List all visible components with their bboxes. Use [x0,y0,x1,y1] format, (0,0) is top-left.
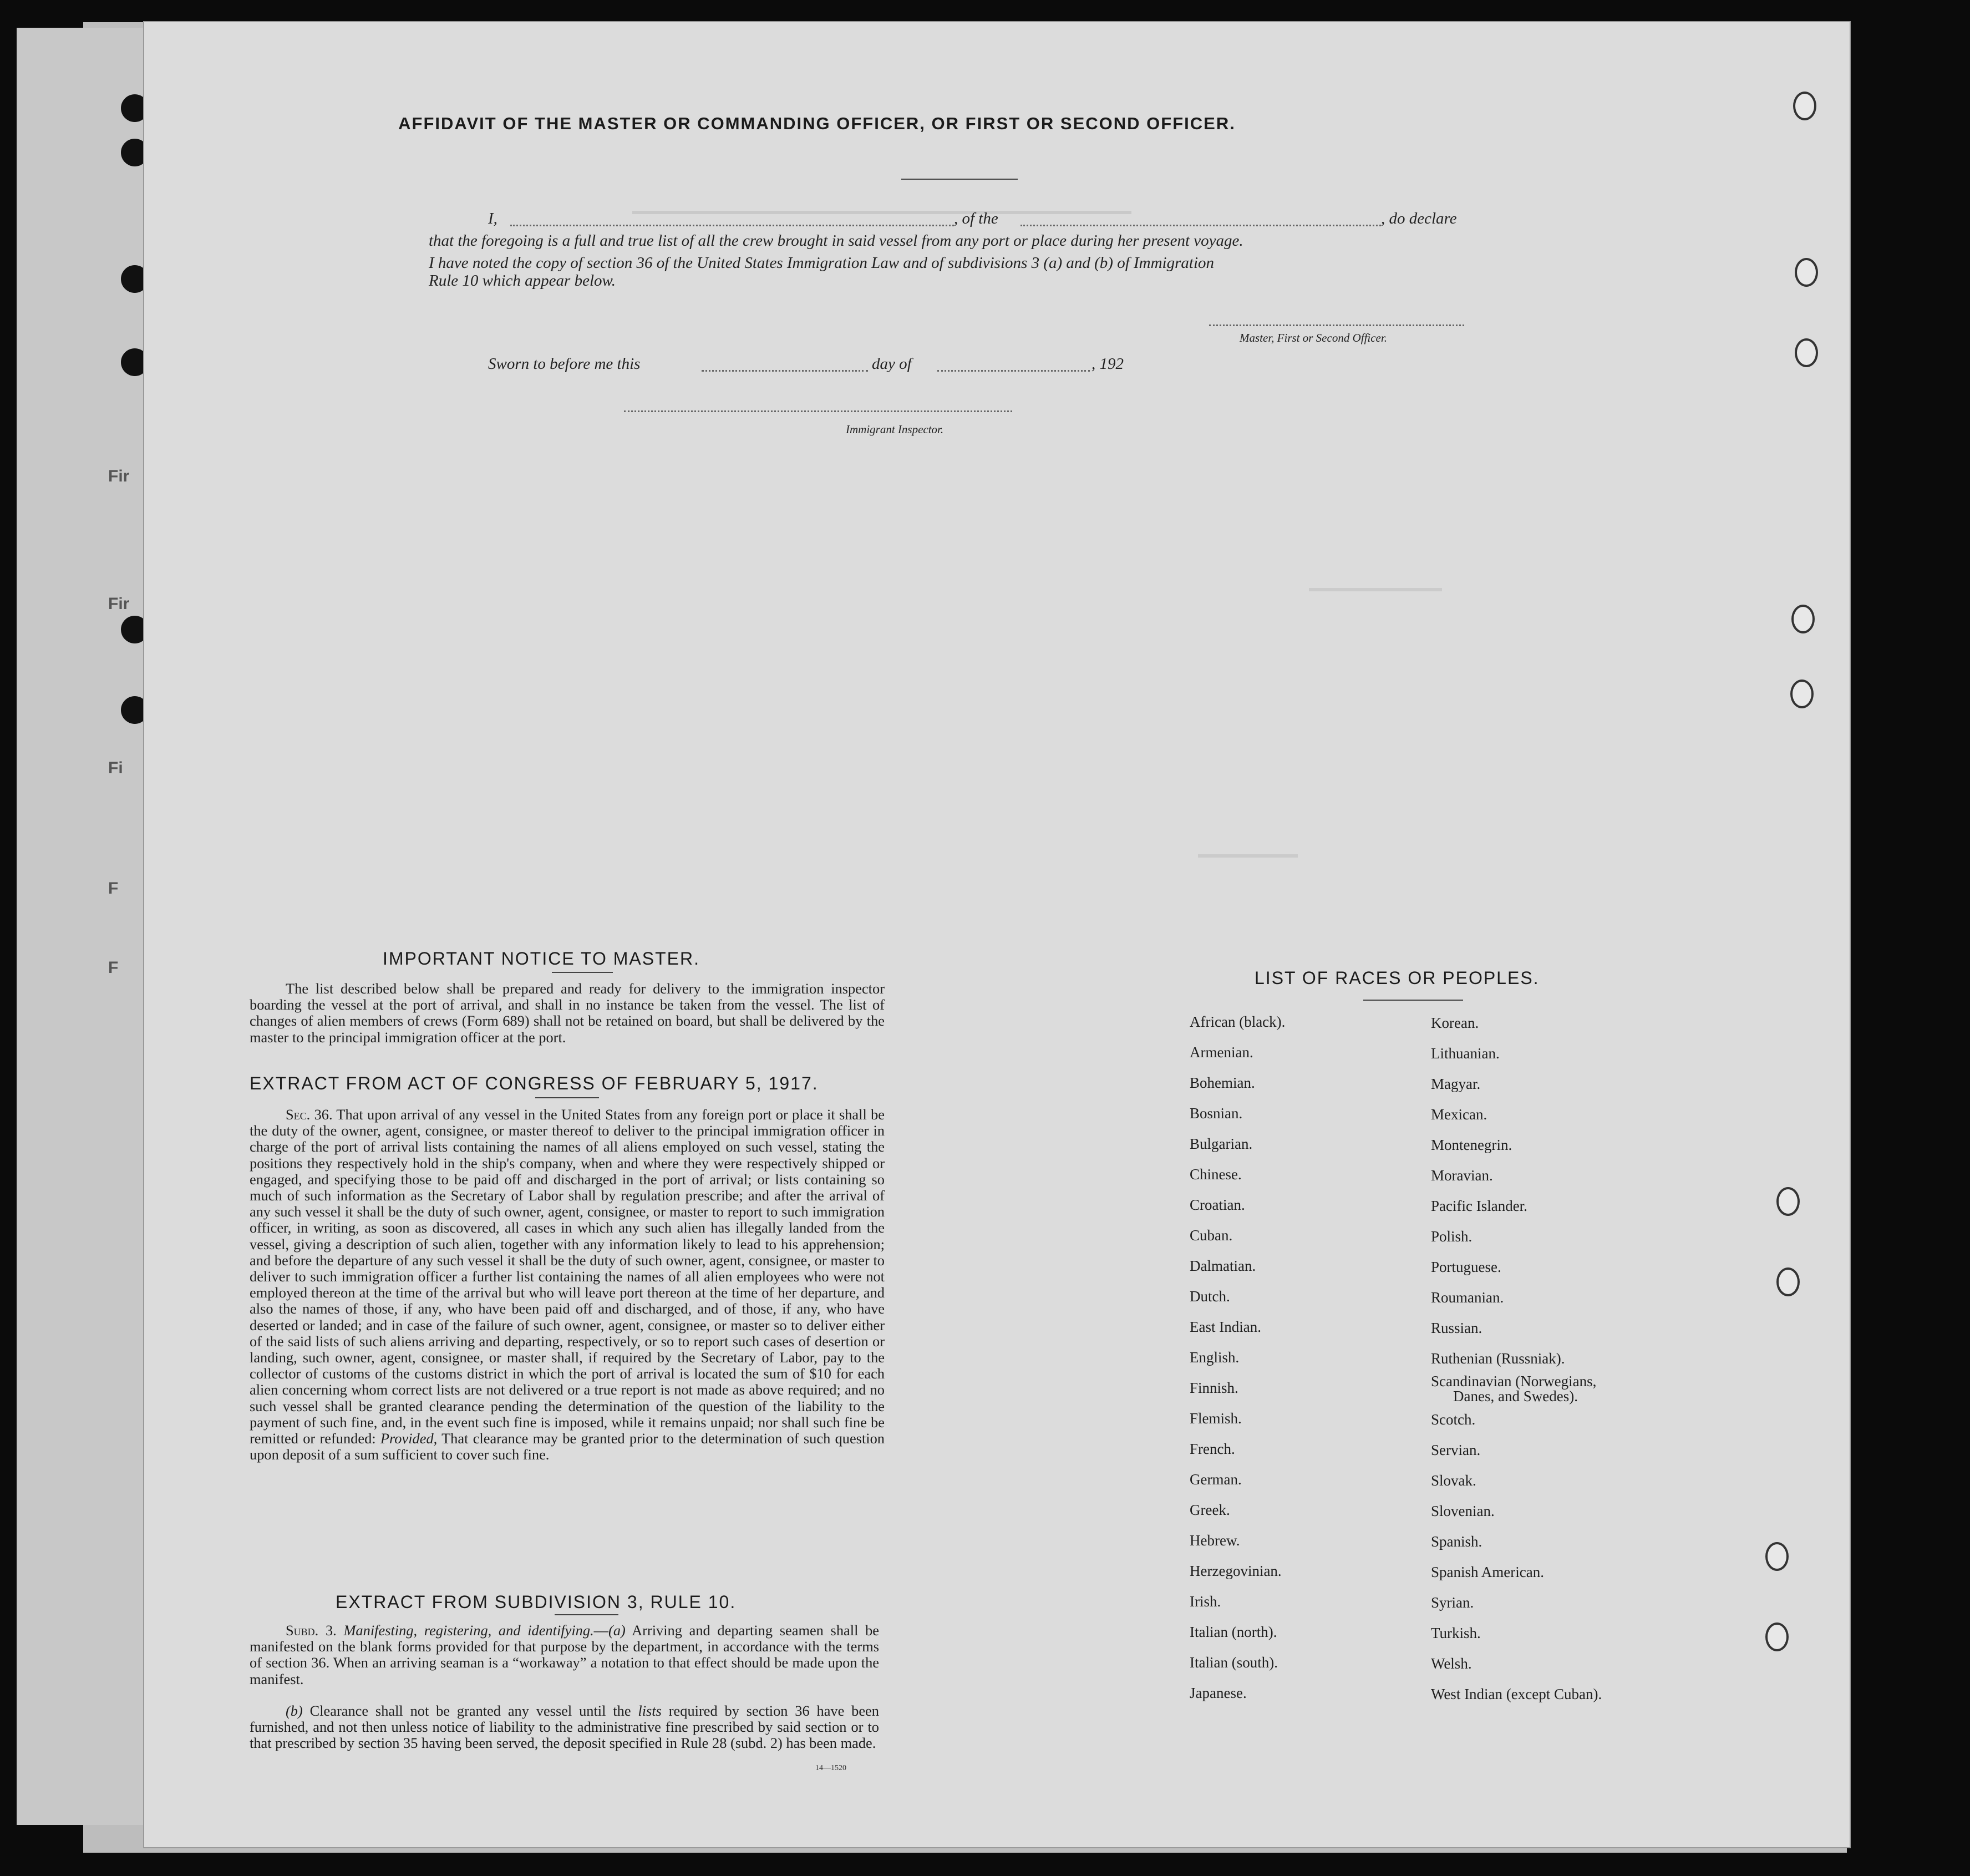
sworn-month-field[interactable] [937,370,1090,372]
race-item: Moravian. [1431,1167,1493,1184]
officer-signature-field[interactable] [1209,325,1464,326]
bleed-through-mark [1198,854,1298,858]
subdivision-a-text: Subd. 3. Manifesting, registering, and identifying.—(a) Arriving and departing seamen shall be manifested on the blank forms provided for that purpose by the department, in accordance with the terms of section 36. When an arriving seaman is a “workaway” a notation to that effect should be made upon the manifest. [250,1622,879,1687]
race-item: Hebrew. [1190,1532,1240,1549]
section-label: Sec. 36. [286,1106,333,1123]
races-left-column [1190,1007,1285,1708]
punch-hole [1795,258,1818,287]
declaration-line-1 [488,210,497,228]
punch-hole [1793,92,1816,120]
notice-title: IMPORTANT NOTICE TO MASTER. [383,949,700,969]
declarant-prefix: I, [488,210,497,227]
race-item: Croatian. [1190,1196,1245,1213]
race-item: Chinese. [1190,1166,1242,1183]
races-right-column [1431,1008,1602,1710]
race-item: Italian (south). [1190,1654,1278,1671]
punch-hole [1776,1267,1800,1296]
act-extract-title: EXTRACT FROM ACT OF CONGRESS OF FEBRUARY 5, 1917. [250,1073,819,1093]
race-item: African (black). [1190,1013,1286,1030]
race-item-line: Scandinavian (Norwegians, [1431,1373,1597,1390]
sworn-day-label: day of [872,355,912,373]
declaration-line-2: that the foregoing is a full and true list of all the crew brought in said vessel from any port or place during her present voyage. [429,232,1243,250]
race-item: French. [1190,1441,1235,1457]
vessel-name-field[interactable] [1020,225,1381,226]
race-item-line: Danes, and Swedes). [1453,1388,1578,1405]
act-section-36-text [250,1107,885,1463]
inspector-signature-field[interactable] [624,410,1012,412]
sworn-day-field[interactable] [702,370,868,372]
race-item: Magyar. [1431,1076,1481,1092]
race-item: Bulgarian. [1190,1135,1253,1152]
subd-b-lists: lists [638,1702,662,1719]
declaration-line-3: I have noted the copy of section 36 of the United States Immigration Law and of subdivisions 3 (a) and (b) of Immigration [429,254,1215,272]
race-item: Korean. [1431,1015,1479,1031]
left-underlying-page-edge [17,28,155,1825]
race-item: Russian. [1431,1320,1482,1336]
officer-signature-label: Master, First or Second Officer. [1240,331,1387,344]
notice-title-underline [552,972,613,973]
margin-mark: F [108,959,119,977]
margin-mark: Fir [108,467,130,485]
punch-hole [1795,338,1818,367]
punch-hole [1765,1542,1789,1571]
race-item: Polish. [1431,1228,1473,1245]
declare-suffix: , do declare [1381,210,1457,227]
title-underline [901,179,1018,180]
race-item: Spanish American. [1431,1564,1544,1580]
race-item: Pacific Islander. [1431,1198,1527,1214]
race-item: East Indian. [1190,1319,1261,1335]
race-item: Flemish. [1190,1410,1242,1427]
race-item: Turkish. [1431,1625,1481,1641]
form-number: 14—1520 [815,1764,846,1772]
race-item: West Indian (except Cuban). [1431,1686,1602,1702]
subd-a-label: (a) [608,1622,626,1639]
race-item: Syrian. [1431,1594,1474,1611]
subdivision-title-underline [555,1614,618,1615]
inspector-label: Immigrant Inspector. [846,423,944,436]
race-item: Spanish. [1431,1533,1482,1550]
subd-heading: Manifesting, registering, and identifying. [343,1622,594,1639]
race-item: Servian. [1431,1442,1481,1458]
race-item: Bosnian. [1190,1105,1243,1122]
race-item: Dutch. [1190,1288,1230,1305]
subd-b-body-2: required by section 36 have been furnished, and not then unless notice of liability to the administrative fine prescribed by said section or to that prescribed by section 35 having been served, the deposit specified in Rule 28 (subd. 2) has been made. [250,1702,879,1752]
race-item: English. [1190,1349,1240,1366]
punch-hole [1765,1623,1789,1651]
race-item: Slovenian. [1431,1503,1495,1519]
declaration-line-4: Rule 10 which appear below. [429,272,616,290]
subd-b-label: (b) [286,1702,303,1719]
provided-word: Provided, [380,1430,438,1447]
subdivision-title: EXTRACT FROM SUBDIVISION 3, RULE 10. [336,1592,737,1612]
race-item: Dalmatian. [1190,1258,1256,1274]
race-item: Herzegovinian. [1190,1563,1282,1579]
bleed-through-mark [1309,588,1442,591]
race-item: Bohemian. [1190,1074,1255,1091]
races-title-underline [1363,1000,1463,1001]
race-item: Irish. [1190,1593,1221,1610]
section-text-part-1: That upon arrival of any vessel in the United States from any foreign port or place it shall be the duty of the owner, agent, consignee, or master thereof to deliver to the principal immigration officer in charge of the port of arrival lists containing the names of all aliens employed on such vessel, stating the positions they respectively hold in the ship's company, when and where they were respectively shipped or engaged, and specifying those to be paid off and discharged in the port of arrival; or lists containing so much of such information as the Secretary of Labor shall by regulation prescribe; and after the arrival of any such vessel it shall be the duty of such owner, agent, consignee, or master to report to such immigration officer, in writing, as soon as discovered, all cases in which any such alien has illegally landed from the vessel, giving a description of such alien, together with any information likely to lead to his apprehension; and before the departure of any such vessel it shall be the duty of such owner, agent, consignee, or master to deliver to such immigration officer a further list containing the names of all alien employees who were not employed thereon at the time of the arrival but who will leave port thereon at the time of her departure, and also the names of those, if any, who have been paid off and discharged, and of those, if any, who have deserted or landed; and in case of the failure of such owner, agent, consignee, or master so to deliver either of the said lists of such aliens arriving and departing, respectively, or so to report such cases of desertion or landing, such owner, agent, consignee, or master shall, if required by the Secretary of Labor, pay to the collector of customs of the customs district in which the port of arrival is located the sum of [250,1106,885,1382]
race-item: Montenegrin. [1431,1137,1512,1153]
punch-hole [1776,1187,1800,1216]
notice-text: The list described below shall be prepared and ready for delivery to the immigration inspector boarding the vessel at the port of arrival, and shall in no instance be taken from the vessel. The list of changes of alien members of crews (Form 689) shall not be retained on board, but shall be delivered by the master to the principal immigration officer at the port. [250,980,885,1046]
race-item: Portuguese. [1431,1259,1501,1275]
race-item: Lithuanian. [1431,1045,1500,1062]
races-title: LIST OF RACES OR PEOPLES. [1255,968,1540,988]
race-item: German. [1190,1471,1242,1488]
race-item: Roumanian. [1431,1289,1504,1306]
sworn-prefix: Sworn to before me this [488,355,641,373]
race-item: Finnish. [1190,1380,1238,1396]
sworn-year: , 192 [1091,355,1124,373]
race-item: Welsh. [1431,1655,1472,1672]
race-item: Slovak. [1431,1472,1476,1489]
section-text-part-3: That clearance may be granted prior to the determination of such question upon deposit of a sum sufficient to cover such fine. [250,1430,885,1463]
subd-label: Subd. 3. [286,1622,337,1639]
bleed-through-mark [632,211,1131,214]
margin-mark: Fi [108,759,123,777]
race-item-scandinavian [1431,1374,1602,1405]
punch-hole [1791,605,1815,633]
subdivision-b-text [250,1703,879,1752]
race-item: Greek. [1190,1502,1230,1518]
affidavit-title: AFFIDAVIT OF THE MASTER OR COMMANDING OFFICER, OR FIRST OR SECOND OFFICER. [398,114,1236,133]
section-text-part-2: for each alien concerning whom correct lists are not delivered or a true report is not made as above required; and no such vessel shall be granted clearance pending the determination of the question of the liability to the payment of such fine, and, in the event such fine is imposed, while it remains unpaid; nor shall such fine be remitted or refunded: [250,1365,885,1447]
punch-hole [1790,680,1814,708]
race-item: Cuban. [1190,1227,1233,1244]
race-item: Italian (north). [1190,1624,1277,1640]
race-item: Scotch. [1431,1411,1476,1428]
race-item: Japanese. [1190,1685,1247,1701]
fine-amount: $10 [809,1365,831,1382]
declarant-name-field[interactable] [510,225,954,226]
subd-a-body: Arriving and departing seamen shall be manifested on the blank forms provided for that purpose by the department, in accordance with the terms of section 36. When an arriving seaman is a “workaway” a notation to that effect should be made upon the manifest. [250,1622,879,1687]
vessel-of-the: , of the [954,210,998,227]
act-title-underline [535,1097,599,1098]
margin-mark: F [108,879,119,898]
subd-b-body-1: Clearance shall not be granted any vessel until the [309,1702,631,1719]
margin-mark: Fir [108,595,130,613]
race-item: Armenian. [1190,1044,1253,1061]
race-item: Ruthenian (Russniak). [1431,1350,1565,1367]
race-item: Mexican. [1431,1106,1487,1123]
